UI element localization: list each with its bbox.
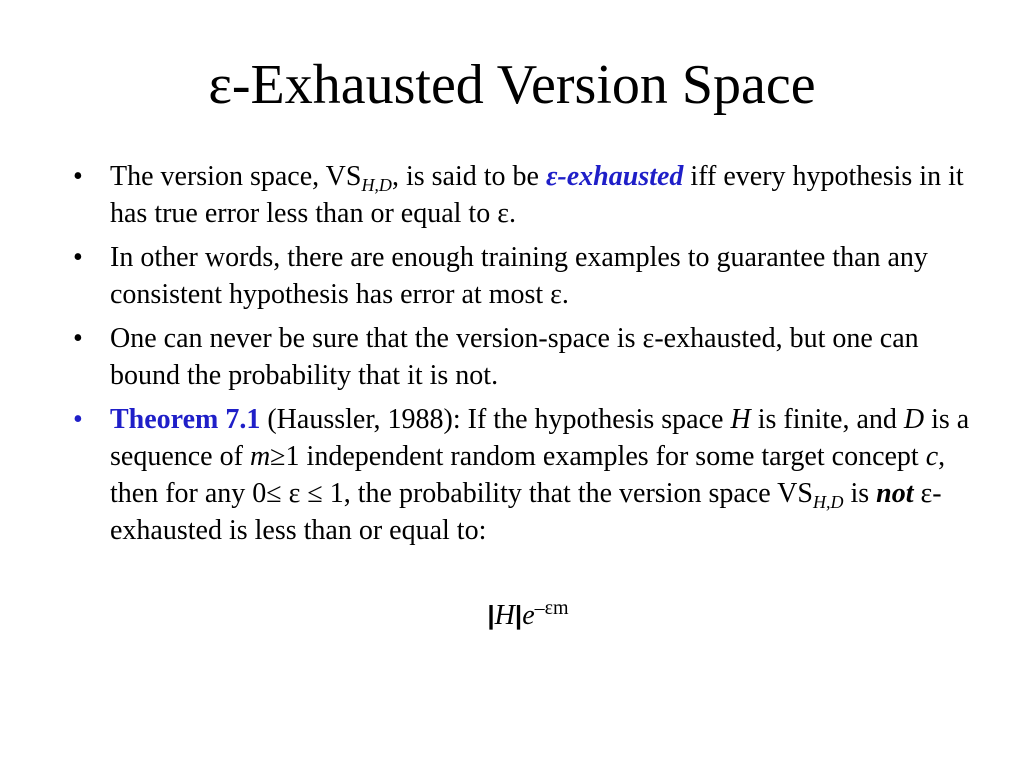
bullet-text: iff every hypothesis in it has true error less than or equal to ε.	[110, 161, 964, 229]
bullet-marker: •	[73, 161, 83, 192]
subscript-hd: H,D	[812, 492, 844, 512]
bullet-text: is finite, and	[750, 404, 904, 435]
bullet-text: , then for any 0≤ ε ≤ 1, the probability that the version space VS	[110, 441, 946, 509]
bullet-text: (Haussler, 1988): If the hypothesis space	[260, 404, 731, 435]
abs-bar-right: |	[514, 600, 523, 630]
bullet-text: is a sequence of	[110, 404, 970, 472]
math-var-m: m	[249, 441, 271, 472]
formula-h: H	[494, 600, 515, 631]
slide-title: ε-Exhausted Version Space	[208, 54, 816, 116]
bullet-marker: •	[73, 242, 83, 273]
bullet-text: One can never be sure that the version-space is ε-exhausted, but one can bound the probability that it is not.	[110, 323, 919, 391]
emphasis-term: ε-exhausted	[545, 161, 684, 192]
theorem-label: Theorem 7.1	[110, 404, 261, 435]
bullet-marker: •	[73, 323, 83, 354]
bullet-text: is	[843, 478, 877, 509]
bullet-text: , is said to be	[391, 161, 546, 192]
bullet-text: ≥1 independent random examples for some target concept	[270, 441, 926, 472]
bullet-item-4	[70, 401, 970, 549]
emphasis-not: not	[876, 478, 914, 509]
bullet-text: ε-exhausted is less than or equal to:	[110, 478, 942, 546]
formula-exponent: –εm	[534, 597, 569, 619]
bullet-item-2	[70, 239, 970, 313]
math-var-d: D	[903, 404, 925, 435]
bullet-marker: •	[73, 404, 83, 435]
formula-e: e	[522, 600, 535, 631]
bullet-list	[70, 158, 970, 556]
bullet-text: In other words, there are enough training examples to guarantee than any consistent hypothesis has error at most ε.	[110, 242, 928, 310]
bound-formula	[0, 597, 1024, 634]
abs-bar-left: |	[487, 600, 495, 630]
bullet-text: The version space, VS	[110, 161, 362, 192]
math-var-h: H	[730, 404, 751, 435]
bullet-item-3	[70, 320, 970, 394]
subscript-hd: H,D	[361, 175, 392, 195]
bullet-item-1	[70, 158, 970, 232]
math-var-c: c	[925, 441, 939, 472]
